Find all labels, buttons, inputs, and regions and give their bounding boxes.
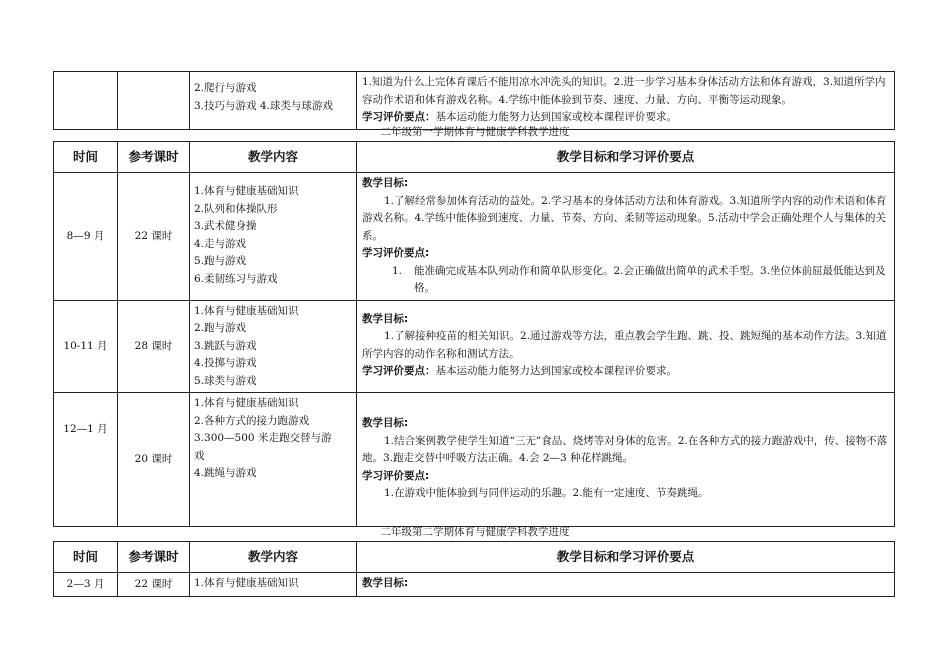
content-cell (190, 300, 357, 393)
time-text: 12—1 月 (63, 423, 108, 435)
hours-text: 20 课时 (134, 453, 173, 465)
goal-label: 教学目标: (362, 177, 409, 189)
top-content-cell (190, 72, 357, 130)
goal-text: 1.结合案例教学使学生知道“三无”食品、烧烤等对身体的危害。2.在各种方式的接力跑游戏中，传、接物不落地。3.跑走交替中呼吸方法正确。4.会 2—3 种花样跳绳。 (362, 434, 888, 464)
content-item: 3.300—500 米走跑交替与游 (194, 432, 332, 444)
header-time: 时间 (54, 142, 118, 173)
goal-label: 教学目标: (362, 312, 409, 325)
eval-label: 学习评价要点: (362, 469, 430, 482)
goal-text: 1.了解接种疫苗的相关知识。2.通过游戏等方法，重点教会学生跑、跳、投、跳短绳的基本动作方法。3.知道所学内容的动作名称和测试方法。 (362, 330, 887, 360)
goal-label: 教学目标: (362, 577, 409, 589)
header-content: 教学内容 (190, 142, 357, 173)
goals-cell (357, 393, 895, 527)
term1-table (53, 141, 895, 527)
header-content: 教学内容 (190, 542, 357, 573)
top-time-cell (54, 72, 118, 130)
eval-text: 基本运动能力能努力达到国家或校本课程评价要求。 (435, 111, 677, 123)
content-cell (190, 393, 357, 527)
top-goals-cell (357, 72, 895, 130)
eval-text: 1.在游戏中能体验到与同伴运动的乐趣。2.能有一定速度、节奏跳绳。 (384, 487, 709, 499)
header-time: 时间 (54, 542, 118, 573)
eval-label: 学习评价要点: (362, 247, 430, 259)
table-header-row (54, 542, 895, 573)
content-item: 戏 (194, 449, 205, 462)
table-row (54, 173, 895, 301)
goals-cell (357, 300, 895, 393)
content-item: 2.跑与游戏 (194, 322, 247, 334)
table-row (54, 300, 895, 393)
eval-text: 基本运动能力能努力达到国家或校本课程评价要求。 (435, 365, 677, 377)
content-item: 4.跳绳与游戏 (194, 467, 257, 479)
content-item: 3.跳跃与游戏 (194, 339, 257, 352)
content-item: 2.各种方式的接力跑游戏 (194, 414, 310, 427)
hours-cell: 22 课时 (118, 573, 190, 597)
time-cell: 10-11 月 (54, 300, 118, 393)
eval-text: 能准确完成基本队列动作和简单队形变化。2.会正确做出简单的武术手型。3.坐位体前屈最低能达到及格。 (414, 264, 886, 294)
header-goals: 教学目标和学习评价要点 (357, 542, 895, 573)
hours-cell (118, 393, 190, 527)
table-row (54, 393, 895, 527)
term2-table (53, 541, 895, 597)
content-item: 1.体育与健康基础知识 (194, 397, 299, 409)
goal-label: 教学目标: (362, 417, 409, 429)
content-item: 2.队列和体操队形 (194, 202, 278, 215)
time-cell (54, 393, 118, 527)
header-hours: 参考课时 (118, 142, 190, 173)
eval-label: 学习评价要点： (362, 365, 436, 377)
content-item: 4.走与游戏 (194, 237, 247, 250)
goal-text: 1.了解经常参加体育活动的益处。2.学习基本的身体活动方法和体育游戏。3.知道所学内容的动作术语和体育游戏名称。4.学练中能体验到速度、力量、节奏、方向、柔韧等运动现象。5.活动中学会正确处理个人与集体的关系。 (362, 194, 887, 242)
content-item: 3.武术健身操 (194, 220, 257, 232)
content-item: 3.技巧与游戏 4.球类与球游戏 (194, 99, 333, 112)
table-header-row (54, 142, 895, 173)
content-cell (190, 173, 357, 301)
content-item: 2.爬行与游戏 (194, 82, 257, 94)
content-item: 6.柔韧练习与游戏 (194, 272, 278, 285)
eval-label: 学习评价要点： (362, 111, 436, 123)
top-hours-cell (118, 72, 190, 130)
goals-cell (357, 573, 895, 597)
content-item: 5.球类与游戏 (194, 374, 257, 387)
content-item: 4.投掷与游戏 (194, 357, 257, 369)
content-item: 1.体育与健康基础知识 (194, 185, 299, 197)
hours-cell: 22 课时 (118, 173, 190, 301)
goal-text: 1.知道为什么上完体育课后不能用凉水冲洗头的知识。2.进一步学习基本身体活动方法和体育游戏，3.知道所学内容动作术语和体育游戏名称。4.学练中能体验到节奏、速度、力量、方向、平衡等运动现象。 (362, 76, 886, 106)
content-item: 1.体育与健康基础知识 (194, 577, 299, 589)
top-continuation-table (53, 71, 895, 130)
hours-cell: 28 课时 (118, 300, 190, 393)
content-cell (190, 573, 357, 597)
table-row (54, 573, 895, 597)
time-cell: 2—3 月 (54, 573, 118, 597)
term1-caption: 二年级第一学期体育与健康学科教学进度 (380, 126, 570, 138)
goals-cell (357, 173, 895, 301)
content-item: 1.体育与健康基础知识 (194, 304, 299, 317)
content-item: 5.跑与游戏 (194, 255, 247, 267)
time-cell: 8—9 月 (54, 173, 118, 301)
header-hours: 参考课时 (118, 542, 190, 573)
eval-number: 1. (392, 264, 403, 277)
header-goals: 教学目标和学习评价要点 (357, 142, 895, 173)
term2-caption: 二年级第二学期体育与健康学科教学进度 (380, 526, 570, 538)
